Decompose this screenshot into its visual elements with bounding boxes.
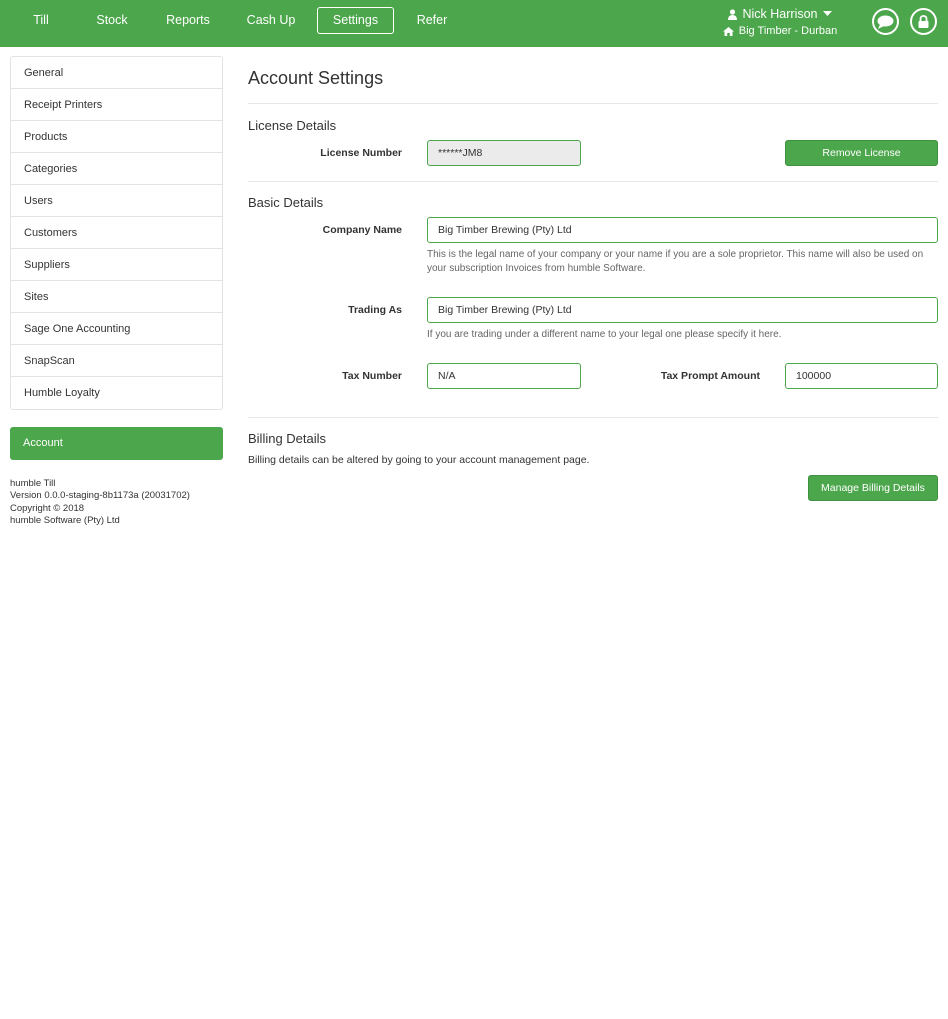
sidebar-item-users[interactable]: Users (11, 185, 222, 217)
trading-as-help: If you are trading under a different name to your legal one please specify it here. (427, 329, 782, 340)
sidebar-item-humble-loyalty[interactable]: Humble Loyalty (24, 387, 100, 399)
basic-details-heading: Basic Details (248, 195, 324, 210)
copyright: Copyright © 2018 (10, 502, 85, 514)
company-name-help: This is the legal name of your company or your name if you are a sole proprietor. This name will also be used on your subscription Invoices from humble Software. (427, 249, 924, 274)
nav-cash-up[interactable]: Cash Up (246, 13, 296, 27)
tax-number-label: Tax Number (342, 370, 402, 382)
sidebar-item-snapscan[interactable]: SnapScan (11, 345, 222, 377)
sidebar-item-receipt-printers[interactable]: Receipt Printers (11, 89, 222, 121)
company-name-label: Company Name (322, 224, 402, 236)
license-heading: License Details (248, 118, 337, 133)
sidebar-item-sites[interactable]: Sites (11, 281, 222, 313)
billing-details-heading: Billing Details (248, 431, 327, 446)
billing-details-text: Billing details can be altered by going to your account management page. (248, 454, 590, 466)
tax-prompt-amount-label: Tax Prompt Amount (660, 370, 760, 382)
chat-button[interactable] (872, 8, 899, 35)
nav-stock[interactable]: Stock (96, 13, 128, 27)
page-title: Account Settings (248, 68, 384, 88)
license-number-label: License Number (320, 147, 402, 159)
tax-number-input[interactable]: N/A (427, 363, 581, 389)
sidebar-item-categories[interactable]: Categories (11, 153, 222, 185)
user-name: Nick Harrison (742, 7, 818, 21)
nav-reports[interactable]: Reports (166, 13, 210, 27)
company-credit: humble Software (Pty) Ltd (10, 514, 120, 526)
sidebar-item-general[interactable]: General (11, 57, 222, 89)
app-name: humble Till (10, 478, 56, 489)
home-icon (723, 27, 734, 36)
site-name: Big Timber - Durban (738, 25, 838, 37)
manage-billing-details-button[interactable]: Manage Billing Details (808, 475, 938, 501)
nav-till[interactable]: Till (33, 13, 49, 27)
version-info (10, 478, 190, 527)
sidebar-item-suppliers[interactable]: Suppliers (11, 249, 222, 281)
nav-settings[interactable]: Settings (317, 7, 394, 34)
sidebar-item-customers[interactable]: Customers (11, 217, 222, 249)
lock-icon (918, 15, 929, 28)
user-menu[interactable] (700, 6, 860, 38)
divider (248, 417, 938, 418)
divider (248, 103, 938, 104)
chat-bubble-icon (877, 15, 894, 29)
user-icon (728, 9, 737, 20)
sidebar-item-products[interactable]: Products (11, 121, 222, 153)
top-nav-bar (0, 0, 948, 47)
trading-as-label: Trading As (348, 304, 402, 316)
sidebar-item-account[interactable]: Account (10, 427, 223, 460)
sidebar-item-sage-one-accounting[interactable]: Sage One Accounting (11, 313, 222, 345)
tax-prompt-amount-input[interactable]: 100000 (785, 363, 938, 389)
settings-sidebar (10, 56, 223, 410)
remove-license-button[interactable]: Remove License (785, 140, 938, 166)
chevron-down-icon (823, 11, 832, 17)
lock-button[interactable] (910, 8, 937, 35)
divider (248, 181, 938, 182)
app-version: Version 0.0.0-staging-8b1173a (20031702) (10, 490, 190, 502)
trading-as-input[interactable]: Big Timber Brewing (Pty) Ltd (427, 297, 938, 323)
license-number-field: ******JM8 (427, 140, 581, 166)
company-name-input[interactable]: Big Timber Brewing (Pty) Ltd (427, 217, 938, 243)
nav-refer[interactable]: Refer (416, 13, 448, 27)
